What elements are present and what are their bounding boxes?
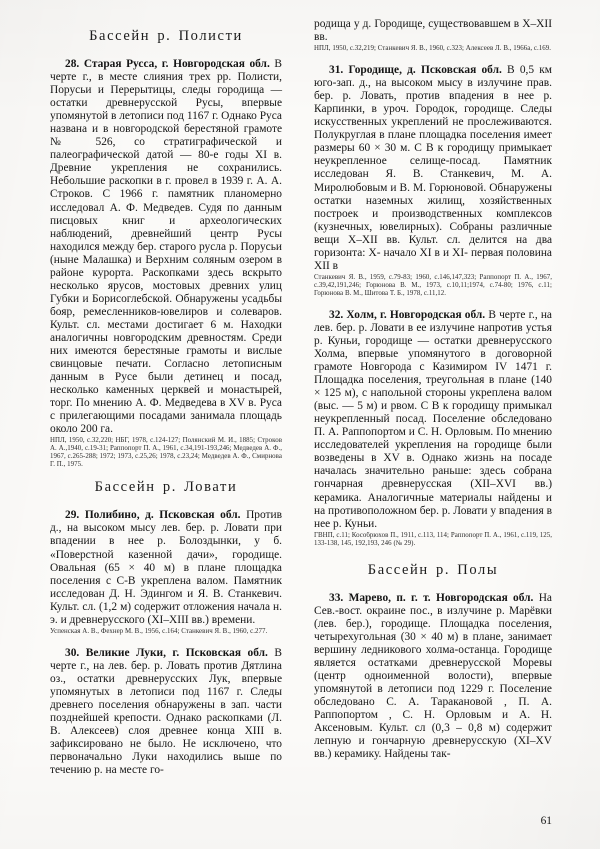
entry-33-region: Новгородская обл. — [435, 591, 534, 604]
entry-32-number: 32. — [329, 308, 344, 321]
right-column — [300, 18, 600, 849]
entry-28-place: Старая Русса, г. — [83, 58, 169, 70]
entry-33 — [314, 592, 552, 762]
entry-28-references: НПЛ, 1950, с.32,220; НБГ, 1978, с.124-127; Полянский М. И., 1885; Строков А. А.,1940, с.19-31; Раппопорт П. А., 1961, с.34,191-193,246; Медведев А. Ф., 1967, с.265-288; 1972; 1973, с.25,26; 1978, с.23,24; Медведев А. Ф., Смирнова Г. П., 1975. — [50, 437, 282, 469]
entry-32-body: В черте г., на лев. бер. р. Ловати в ее излучине напротив устья р. Куньи, городище — остатки древнерусского Холма, впервые упомянутого в договорной грамоте Новгорода с Казимиром IV 1471 г. Площадка поселения, треугольная в плане (140 × 125 м), с напольной стороны укреплена валом (выс. — 5 м) и рвом. С В к городищу примыкал неукрепленный посад. Поселение обследовано П. А. Раппопортом и С. Н. Орловым. По мнению исследователей укрепления на городище были возведены в XV в. Однако жизнь на посаде началась значительно раньше: здесь собрана гончарная древнерусская (XII–XVI вв.) керамика. Аналогичные материалы найдены и на противоположном бер. р. Ловати у впадения в нее р. Куньи. — [314, 308, 552, 530]
entry-28 — [50, 58, 282, 436]
entry-29-place: Полибино, д. — [84, 509, 154, 522]
left-column — [0, 18, 300, 849]
entry-30-references: НПЛ, 1950, с.32,219; Станкевич Я. В., 1960, с.323; Алексеев Л. В., 1966а, с.169. — [314, 45, 552, 53]
entry-32-place: Холм, г. — [346, 308, 387, 321]
entry-28-number: 28. — [65, 58, 80, 70]
entry-spacer — [314, 53, 552, 64]
entry-29 — [50, 509, 282, 626]
entry-31-place: Городище, д. — [348, 64, 416, 77]
two-column-layout — [0, 18, 600, 849]
entry-33-number: 33. — [329, 591, 344, 604]
entry-30-body: В черте г., на лев. бер. р. Ловать против Дятлина оз., остатки древнерусских Лук, впервые упомянутых в летописи под 1167 г. Следы древнего поселения обнаружены в зап. части позднейшей крепости. Однако раскопками (Л. В. Алексеев) слоя древнее конца XIII в. зафиксировано не было. Не исключено, что первоначально Луки находились выше по течению р. на месте го- — [50, 646, 282, 777]
entry-31-body: В 0,5 км юго-зап. д., на высоком мысу в излучине прав. бер. р. Ловать, против впадения в нее р. Карпинки, в уроч. Городок, городище. Следы искусственных укреплений не прослеживаются. Полукруглая в плане площадка поселения имеет размеры 60 × 30 м. С В к городищу примыкает неукрепленное селище-посад. Памятник исследован Я. В. Станкевич, М. А. Миролюбовым и В. М. Горюновой. Обнаружены остатки наземных жилищ, хозяйственных построек и производственных комплексов (кузнечных, ювелирных). Собраны различные вещи X–XII вв. Культ. сл. делится на два горизонта: X- начало XI в и XI- первая половина XII в — [314, 64, 552, 272]
entry-30-continuation: родища у д. Городище, существовавшем в X–XII вв. — [314, 18, 552, 44]
entry-30-place: Великие Луки, г. — [85, 646, 180, 659]
entry-32 — [314, 309, 552, 531]
entry-spacer — [50, 636, 282, 647]
entry-31-number: 31. — [329, 64, 344, 77]
entry-spacer — [314, 298, 552, 309]
entry-29-body: Против д., на высоком мысу лев. бер. р. Ловати при впадении в нее р. Болоздынки, у б. «Поверстной казенной дачи», городище. Овальная (65 × 40 м) в плане площадка поселения с C-В укреплена валом. Памятник исследован Д. Н. Эдингом и Я. В. Станкевич. Культ. сл. (1,2 м) содержит отложения начала н. э. и древнерусского (XI–XIII вв.) времени. — [50, 509, 282, 626]
entry-30-number: 30. — [65, 646, 80, 659]
page-number: 61 — [540, 815, 552, 827]
entry-29-region: Псковская обл. — [159, 509, 241, 522]
entry-31-references: Станкевич Я. В., 1959, с.79-83; 1960, с.146,147,323; Раппопорт П. А., 1967, с.39,42,191,246; Горюнова В. М., 1973, с.10,11;1974, с.74-80; 1976, с.11; Горюнова В. М., Шитова Т. Б., 1978, с.11,12. — [314, 273, 552, 297]
entry-33-place: Марево, п. г. т. — [348, 591, 431, 604]
entry-28-body: В черте г., в месте слияния трех рр. Полисти, Порусьи и Перерытицы, следы городища — остатки древнерусской Русы, впервые упомянутой в летописи под 1167 г. Однако Руса названа и в новгородской берестяной грамоте № 526, со стратиграфической и палеографической датой — 80-е годы XI в. Древние укрепления не сохранились. Небольшие раскопки в г. провел в 1939 г. А. А. Строков. С 1966 г. памятник планомерно исследовал А. Ф. Медведев. Судя по данным писцовых книг и археологических наблюдений, древнейший центр Русы находился между бер. старого русла р. Порусьи (ныне Малашка) и Верхним соляным озером в районе курорта. Раскопками здесь вскрыто несколько ярусов, мостовых древних улиц Губки и Борисоглебской. Обнаружены усадьбы бояр, ремесленников-ювелиров и солеваров. Культ. сл. местами достигает 6 м. Находки аналогичны новгородским древностям. Среди них имеются берестяные грамоты и вислые свинцовые печати. Согласно летописным данным в Русе были детинец и посад, несколько каменных церквей и монастырей, торг. По мнению А. Ф. Медведева в XV в. Руса с прилегающими посадами занимала площадь около 200 га. — [50, 58, 282, 436]
entry-29-references: Успенская А. В., Фехнер М. В., 1956, с.164; Станкевич Я. В., 1960, с.277. — [50, 627, 268, 635]
entry-32-references: ГВНП, с.11; Кособрюхов П., 1911, с.113, 114; Раппопорт П. А., 1961, с.119, 125, 133-138, 145, 192,193, 246 (№ 29). — [314, 531, 552, 547]
entry-30-region: Псковская обл. — [185, 646, 268, 659]
entry-30 — [50, 647, 282, 777]
entry-32-region: Новгородская обл. — [389, 308, 486, 321]
section-heading-poly: Бассейн р. Полы — [367, 561, 499, 578]
entry-31-region: Псковская обл. — [420, 64, 502, 77]
entry-33-body: На Сев.-вост. окраине пос., в излучине р. Марёвки (лев. бер.), городище. Площадка поселения, четырехугольная (30 × 40 м) в плане, занимает вершину ледникового холма-останца. Городище является остатками древнерусской Моревы (центр одноименной волости), впервые упомянутой в летописи под 1229 г. Поселение обследовано С. А. Таракановой , П. А. Раппопортом , С. Н. Орловым и А. Н. Аксеновым. Культ. сл (0,3 – 0,8 м) содержит лепную и гончарную древнерусскую (XI–XV вв.) керамику. Найдены так- — [314, 591, 552, 761]
entry-29-number: 29. — [65, 509, 80, 522]
entry-31 — [314, 64, 552, 273]
section-heading-polisti: Бассейн р. Полисти — [89, 28, 243, 44]
entry-28-region: Новгородская обл. — [173, 58, 270, 70]
section-heading-lovati: Бассейн р. Ловати — [94, 479, 238, 496]
